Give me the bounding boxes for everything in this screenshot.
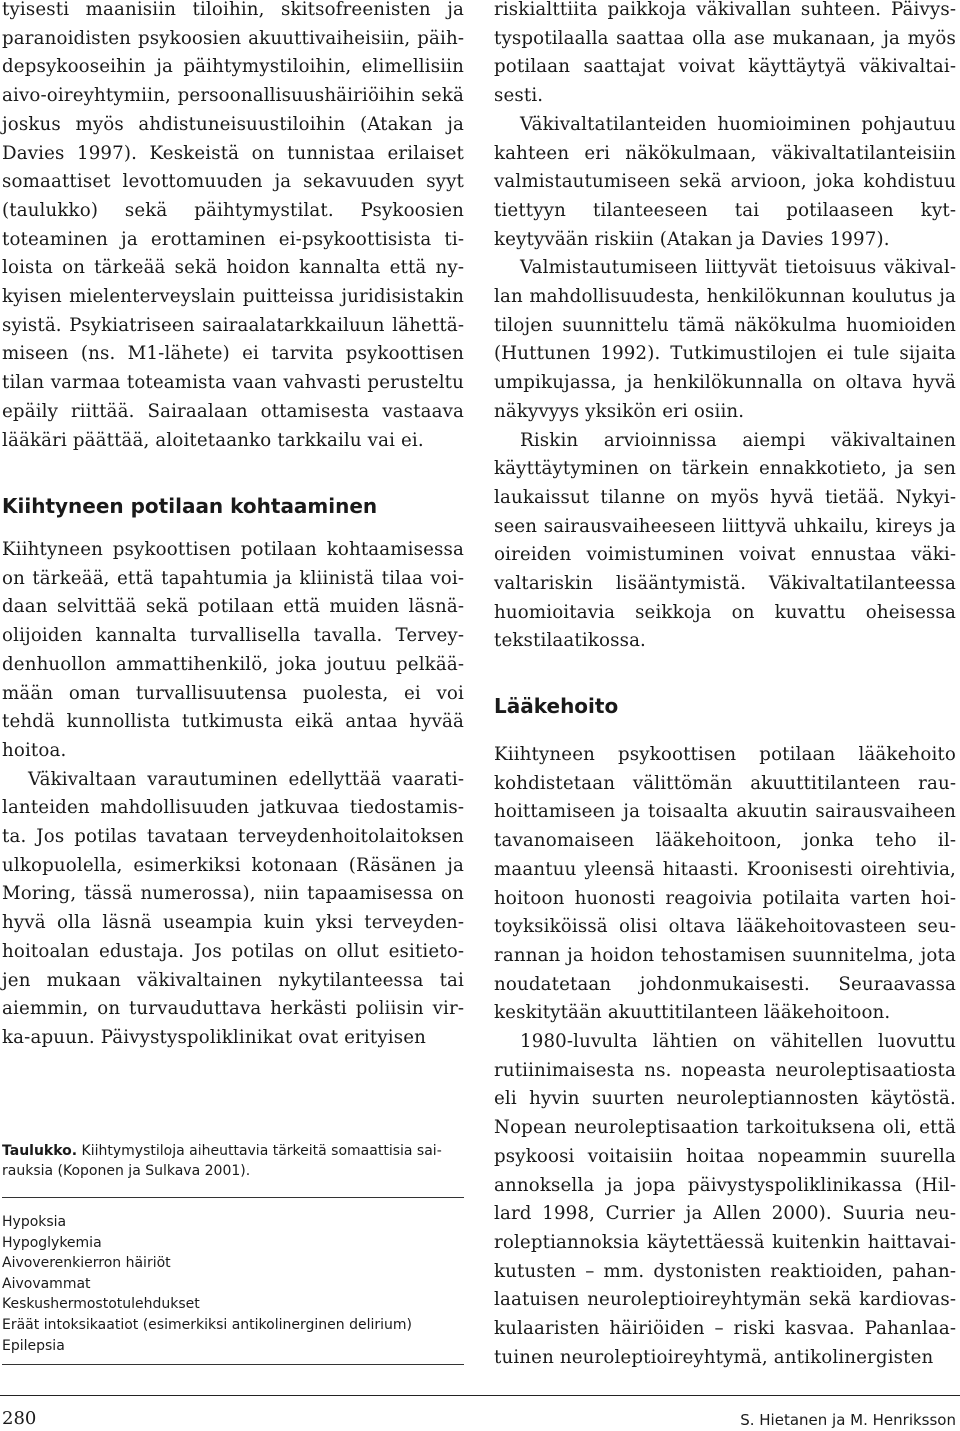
body-paragraph: Riskin arvioinnissa aiempi väkivaltainen käyttäytyminen on tärkein ennakkotieto, ja sen laukaissut tilanne on myös hyvä tietää. Nykyiseen sairausvaiheeseen liittyvä uhkailu, kireys ja oireiden voimistuminen voivat ennustaa väkivaltariskin lisääntymistä. Väkivaltatilanteessa huomioitavia seikkoja on kuvattu oheisessa tekstilaatikossa. xyxy=(494,429,956,652)
table-item: Aivovammat xyxy=(2,1275,91,1292)
body-paragraph: tyisesti maanisiin tiloihin, skitsofreenisten ja paranoidisten psykoosien akuuttivaiheisiin, päihdepsykooseihin ja päihtymystiloihin, elimellisiin aivo-oireyhtymiin, persoonallisuushäiriöihin sekä joskus myös ahdistuneisuustiloihin (Atakan ja Davies 1997). Keskeistä on tunnistaa erilaiset somaattiset levottomuuden ja sekavuuden syyt (taulukko) sekä päihtymystilat. Psykoosien toteaminen ja erottaminen ei-psykoottisista tiloista on tärkeää sekä hoidon kannalta että nykyisen mielenterveyslain puitteissa juridisistakin syistä. Psykiatriseen sairaalatarkkailuun lähettämiseen (ns. M1-lähete) ei tarvita psykoottisen tilan varmaa toteamista vaan vahvasti perusteltu epäily riittää. Sairaalaan ottamisesta vastaava lääkäri päättää, aloitetaanko tarkkailu vai ei. xyxy=(2,0,464,451)
right-body-top xyxy=(494,0,956,656)
right-body-bottom xyxy=(494,741,956,1372)
section-heading: Kiihtyneen potilaan kohtaaminen xyxy=(2,494,378,518)
table-list xyxy=(2,1212,412,1356)
table-caption xyxy=(2,1141,464,1181)
body-paragraph: Väkivaltaan varautuminen edellyttää vaaratilanteiden mahdollisuuden jatkuvaa tiedostamista. Jos potilas tavataan terveydenhoitolaitoksen ulkopuolella, esimerkiksi kotonaan (Räsänen ja Moring, tässä numerossa), niin tapaamisessa on hyvä olla läsnä useampia kuin yksi terveydenhoitoalan edustaja. Jos potilas on ollut esitietojen mukaan väkivaltainen nykytilanteessa tai aiemmin, on turvauduttava herkästi poliisin virka-apuun. Päivystyspoliklinikat ovat erityisen xyxy=(2,768,464,1048)
table-item: Hypoksia xyxy=(2,1214,67,1230)
footer-rule xyxy=(0,1395,960,1396)
table-label: Taulukko. xyxy=(2,1143,78,1159)
body-paragraph: Valmistautumiseen liittyvät tietoisuus väkivallan mahdollisuudesta, henkilökunnan koulutus ja tilojen suunnittelu tämä näkökulma huomioiden (Huttunen 1992). Tutkimustilojen ei tule sijaita umpikujassa, ja henkilökunnalla on oltava hyvä näkyvyys yksikön eri osiin. xyxy=(494,257,956,422)
table-item: Aivoverenkierron häiriöt xyxy=(2,1255,171,1272)
section-heading: Lääkehoito xyxy=(494,694,619,718)
table-caption-text: Kiihtymystiloja aiheuttavia tärkeitä somaattisia sairauksia (Koponen ja Sulkava 2001). xyxy=(2,1143,442,1179)
footer-authors: S. Hietanen ja M. Henriksson xyxy=(740,1411,956,1429)
body-paragraph: 1980-luvulta lähtien on vähitellen luovuttu rutiinimaisesta ns. nopeasta neuroleptisaatiosta eli hyvin suurten neuroleptiannosten käytöstä. Nopean neuroleptisaation tarkoituksena oli, että psykoosi voitaisiin hoitaa nopeammin suurella annoksella ja jopa päivystyspoliklinikassa (Hillard 1998, Currier ja Allen 2000). Suuria neuroleptiannoksia käytettäessä kuitenkin haittavaikutusten – mm. dystonisten reaktioiden, pahanlaatuisen neuroleptioireyhtymän sekä kardiovaskulaaristen häiriöiden – riski kasvaa. Pahanlaatuinen neuroleptioireyhtymä, antikolinergisten xyxy=(494,1031,956,1368)
page-number: 280 xyxy=(2,1408,37,1429)
table-item: Hypoglykemia xyxy=(2,1234,102,1251)
section-body xyxy=(2,536,464,1053)
table-item: Keskushermostotulehdukset xyxy=(2,1296,200,1313)
table-item: Epilepsia xyxy=(2,1337,65,1354)
body-paragraph: Kiihtyneen psykoottisen potilaan lääkehoito kohdistetaan välittömän akuuttitilanteen rauhoittamiseen ja toisaalta akuutin sairausvaiheen tavanomaiseen lääkehoitoon, jonka teho ilmaantuu yleensä hitaasti. Kroonisesti oirehtivia, hoitoon huonosti reagoivia potilaita varten hoitoyksiköissä olisi oltava lääkehoitovasteen seurannan ja hoidon tehostamisen suunnitelma, jota noudatetaan johdonmukaisesti. Seuraavassa keskitytään akuuttitilanteen lääkehoitoon. xyxy=(494,744,956,1024)
body-paragraph: Väkivaltatilanteiden huomioiminen pohjautuu kahteen eri näkökulmaan, väkivaltatilanteisiin valmistautumiseen sekä arvioon, joka kohdistuu tiettyyn tilanteeseen tai potilaaseen kytkeytyvään riskiin (Atakan ja Davies 1997). xyxy=(494,113,956,250)
table-item: Eräät intoksikaatiot (esimerkiksi antikolinerginen delirium) xyxy=(2,1316,412,1333)
body-paragraph: Kiihtyneen psykoottisen potilaan kohtaamisessa on tärkeää, että tapahtumia ja kliinistä tilaa voidaan selvittää sekä potilaan että muiden läsnäolijoiden kannalta turvallisella tavalla. Terveydenhuollon ammattihenkilö, joka joutuu pelkäämään oman turvallisuutensa puolesta, ei voi tehdä kunnollista tutkimusta eikä antaa hyvää hoitoa. xyxy=(2,539,464,761)
body-paragraph: riskialttiita paikkoja väkivallan suhteen. Päivystyspotilaalla saattaa olla ase mukanaan, ja myös potilaan saattajat voivat käyttäytyä väkivaltaisesti. xyxy=(494,0,956,107)
table-top-rule xyxy=(2,1197,464,1198)
table-bottom-rule xyxy=(2,1364,464,1365)
